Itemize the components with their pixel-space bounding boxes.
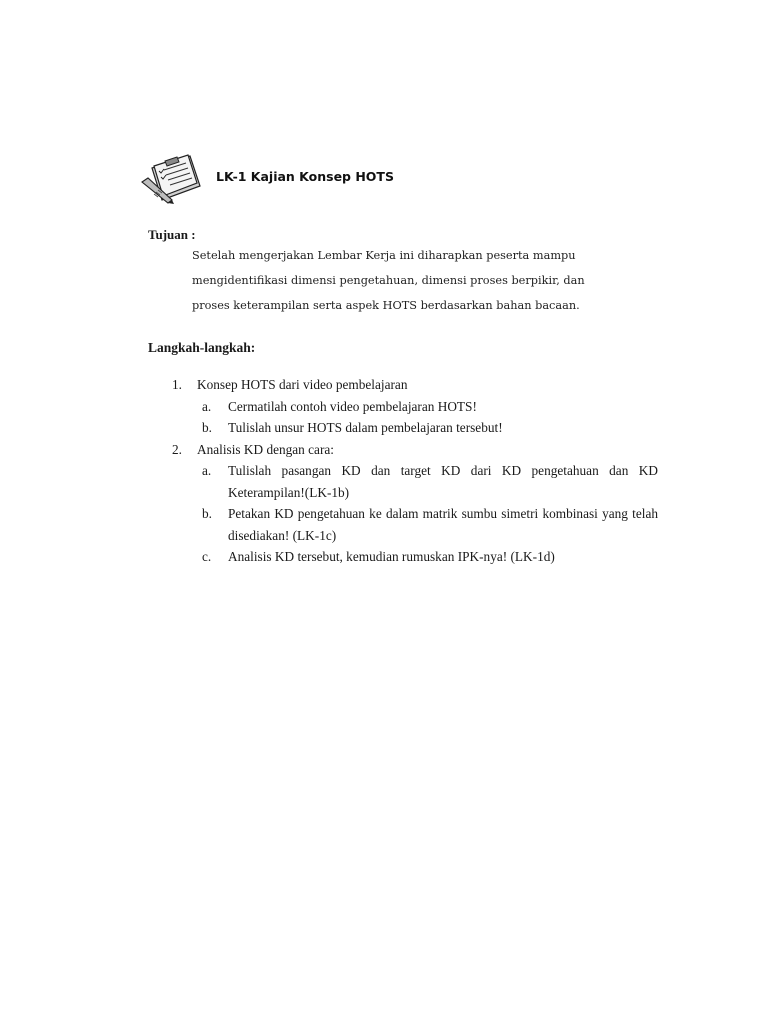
substep-letter: b.: [202, 506, 212, 521]
objective-text: [192, 243, 632, 318]
substep-text: Tulislah pasangan KD dan target KD dari KD pengetahuan dan KD Keterampilan!(LK-1b): [228, 463, 658, 500]
substep-letter: a.: [202, 398, 212, 414]
step-number: 1.: [172, 377, 182, 392]
step-number: 2.: [172, 441, 182, 457]
substep-item: [160, 417, 660, 439]
step-item: [160, 374, 660, 396]
substep-item: [160, 460, 660, 503]
step-text: Analisis KD dengan cara:: [197, 441, 334, 457]
substep-letter: a.: [202, 463, 212, 478]
substep-letter: c.: [202, 549, 212, 564]
substep-text: Cermatilah contoh video pembelajaran HOTS!: [228, 398, 477, 414]
objective-line: mengidentifikasi dimensi pengetahuan, dimensi proses berpikir, dan: [192, 274, 585, 287]
objective-line: proses keterampilan serta aspek HOTS berdasarkan bahan bacaan.: [192, 299, 580, 312]
worksheet-header: [138, 148, 538, 204]
substep-letter: b.: [202, 420, 212, 435]
steps-list: [160, 374, 660, 568]
substep-item: [160, 546, 660, 568]
substep-item: [160, 396, 660, 418]
step-item: [160, 439, 660, 461]
objective-label: Tujuan :: [148, 227, 196, 242]
page-title: LK-1 Kajian Konsep HOTS: [216, 169, 394, 184]
substep-text: Petakan KD pengetahuan ke dalam matrik sumbu simetri kombinasi yang telah disediakan! (LK-1c): [228, 506, 658, 543]
step-text: Konsep HOTS dari video pembelajaran: [197, 377, 408, 392]
substep-item: [160, 503, 660, 546]
steps-label: Langkah-langkah:: [148, 340, 256, 355]
substep-text: Tulislah unsur HOTS dalam pembelajaran tersebut!: [228, 420, 503, 435]
clipboard-checklist-icon: [138, 148, 208, 204]
substep-text: Analisis KD tersebut, kemudian rumuskan IPK-nya! (LK-1d): [228, 549, 555, 564]
objective-line: Setelah mengerjakan Lembar Kerja ini diharapkan peserta mampu: [192, 249, 576, 262]
